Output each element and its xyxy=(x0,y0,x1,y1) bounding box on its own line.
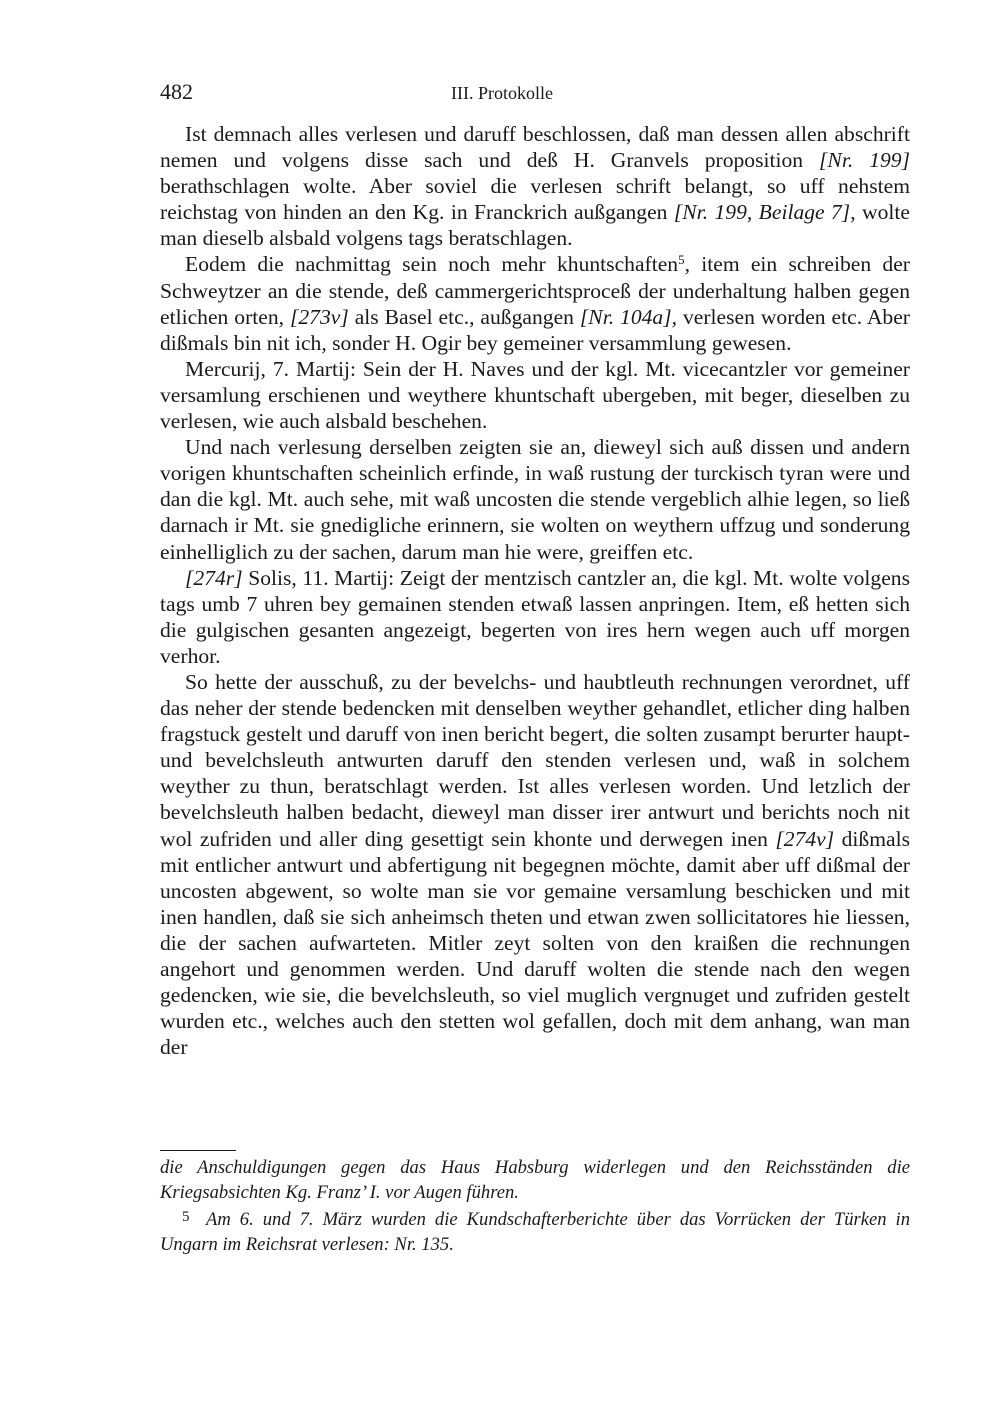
footnote-number: 5 xyxy=(182,1209,190,1225)
folio-reference: [274r] xyxy=(185,565,243,590)
running-head: III. Protokolle xyxy=(451,83,553,103)
footnote-text: Am 6. und 7. März wurden die Kundschafterberichte über das Vorrücken der Türken in Ungarn im Reichsrat verlesen: Nr. 135. xyxy=(160,1209,910,1255)
text-run: Und nach verlesung derselben zeigten sie an, dieweyl sich auß dissen und andern vorigen khuntschaften scheinlich erfinde, in waß rustung der turckisch tyran were und dan die kgl. Mt. auch sehe, mit waß uncosten die stende vergeblich alhie legen, so ließ darnach ir Mt. sie gnedigliche erinnern, sie wolten on weythern uffzug und sonderung einhelliglich zu der sachen, darum man hie were, greiffen etc. xyxy=(160,435,910,564)
text-run: Mercurij, 7. Martij: Sein der H. Naves und der kgl. Mt. vicecantzler vor gemeiner versamlung erschienen und weythere khuntschaft ubergeben, mit beger, dieselben zu verlesen, wie auch alsbald beschehen. xyxy=(160,356,910,434)
footnotes xyxy=(160,1155,910,1257)
main-text xyxy=(160,121,910,1060)
text-run: als Basel etc., außgangen xyxy=(348,304,580,329)
footnote-reference: 5 xyxy=(678,252,685,268)
editorial-reference: [Nr. 104a], xyxy=(579,304,678,329)
paragraph-4 xyxy=(160,434,910,564)
footnote-continued: die Anschuldigungen gegen das Haus Habsburg widerlegen und den Reichsständen die Kriegsabsichten Kg. Franz’ I. vor Augen führen. xyxy=(160,1157,910,1203)
page-number: 482 xyxy=(160,79,193,104)
text-run: berathschlagen wolte. Aber soviel die verlesen schrift belangt, so uff nehstem reichstag von hinden an den Kg. in Franckrich außgangen xyxy=(160,174,910,225)
paragraph-6 xyxy=(160,669,910,1060)
paragraph-5 xyxy=(160,565,910,669)
editorial-reference: [Nr. 199] xyxy=(819,148,910,173)
text-run: , item ein schreiben der Schweytzer an die stende, deß cammergerichtsproceß der underhaltung halben gegen etlichen orten, xyxy=(160,252,910,329)
text-run: Solis, 11. Martij: Zeigt der mentzisch cantzler an, die kgl. Mt. wolte volgens tags umb 7 uhren bey gemainen stenden etwaß lassen anpringen. Item, eß hetten sich die gulgischen gesanten angezeigt, begerten von ires hern wegen auch uff morgen verhor. xyxy=(160,565,910,668)
footnote-rule xyxy=(160,1150,236,1151)
footnote-5 xyxy=(160,1205,910,1257)
text-run: Ist demnach alles verlesen und daruff beschlossen, daß man dessen allen abschrift nemen und volgens disse sach und deß H. Granvels proposition xyxy=(160,122,910,173)
text-run: So hette der ausschuß, zu der bevelchs- und haubtleuth rechnungen verordnet, uff das neher der stende bedencken mit denselben weyther gehandlet, etlicher ding halben fragstuck gestelt und daruff von inen bericht begert, die solten zusampt berurter haupt- und bevelchsleuth antwurten daruff den stenden verlesen und, waß in solchem weyther zu thun, beratschlagt werden. Ist alles verlesen worden. Und letzlich der bevelchsleuth halben bedacht, dieweyl man disser irer antwurt und berichts noch nit wol zufriden und aller ding gesettigt sein khonte und derwegen inen xyxy=(160,669,910,851)
folio-reference: [274v] xyxy=(775,826,835,851)
text-run: verlesen worden etc. Aber dißmals bin nit ich, sonder H. Ogir bey gemeiner versammlung gewesen. xyxy=(160,304,910,355)
paragraph-3 xyxy=(160,356,910,434)
editorial-reference: [Nr. 199, Beilage 7] xyxy=(673,200,851,225)
paragraph-1 xyxy=(160,121,910,251)
paragraph-2 xyxy=(160,251,910,355)
text-run: dißmals mit entlicher antwurt und abfertigung nit begegnen möchte, damit aber uff dißmal der uncosten abgewent, so wolte man sie vor gemaine versamlung beschicken und mit inen handlen, daß sie sich anheimsch theten und etwan zwen sollicitatores hie liessen, die der sachen aufwarteten. Mitler zeyt solten von den kraißen die rechnungen angehort und genommen werden. Und daruff wolten die stende nach den wegen gedencken, wie sie, die bevelchsleuth, so viel muglich vergnuget und zufriden gestelt wurden etc., welches auch den stetten wol gefallen, doch mit dem anhang, wan man der xyxy=(160,826,910,1060)
folio-reference: [273v] xyxy=(289,304,349,329)
text-run: Eodem die nachmittag sein noch mehr khuntschaften xyxy=(185,252,679,277)
text-run: , wolte man dieselb alsbald volgens tags beratschlagen. xyxy=(160,200,910,251)
